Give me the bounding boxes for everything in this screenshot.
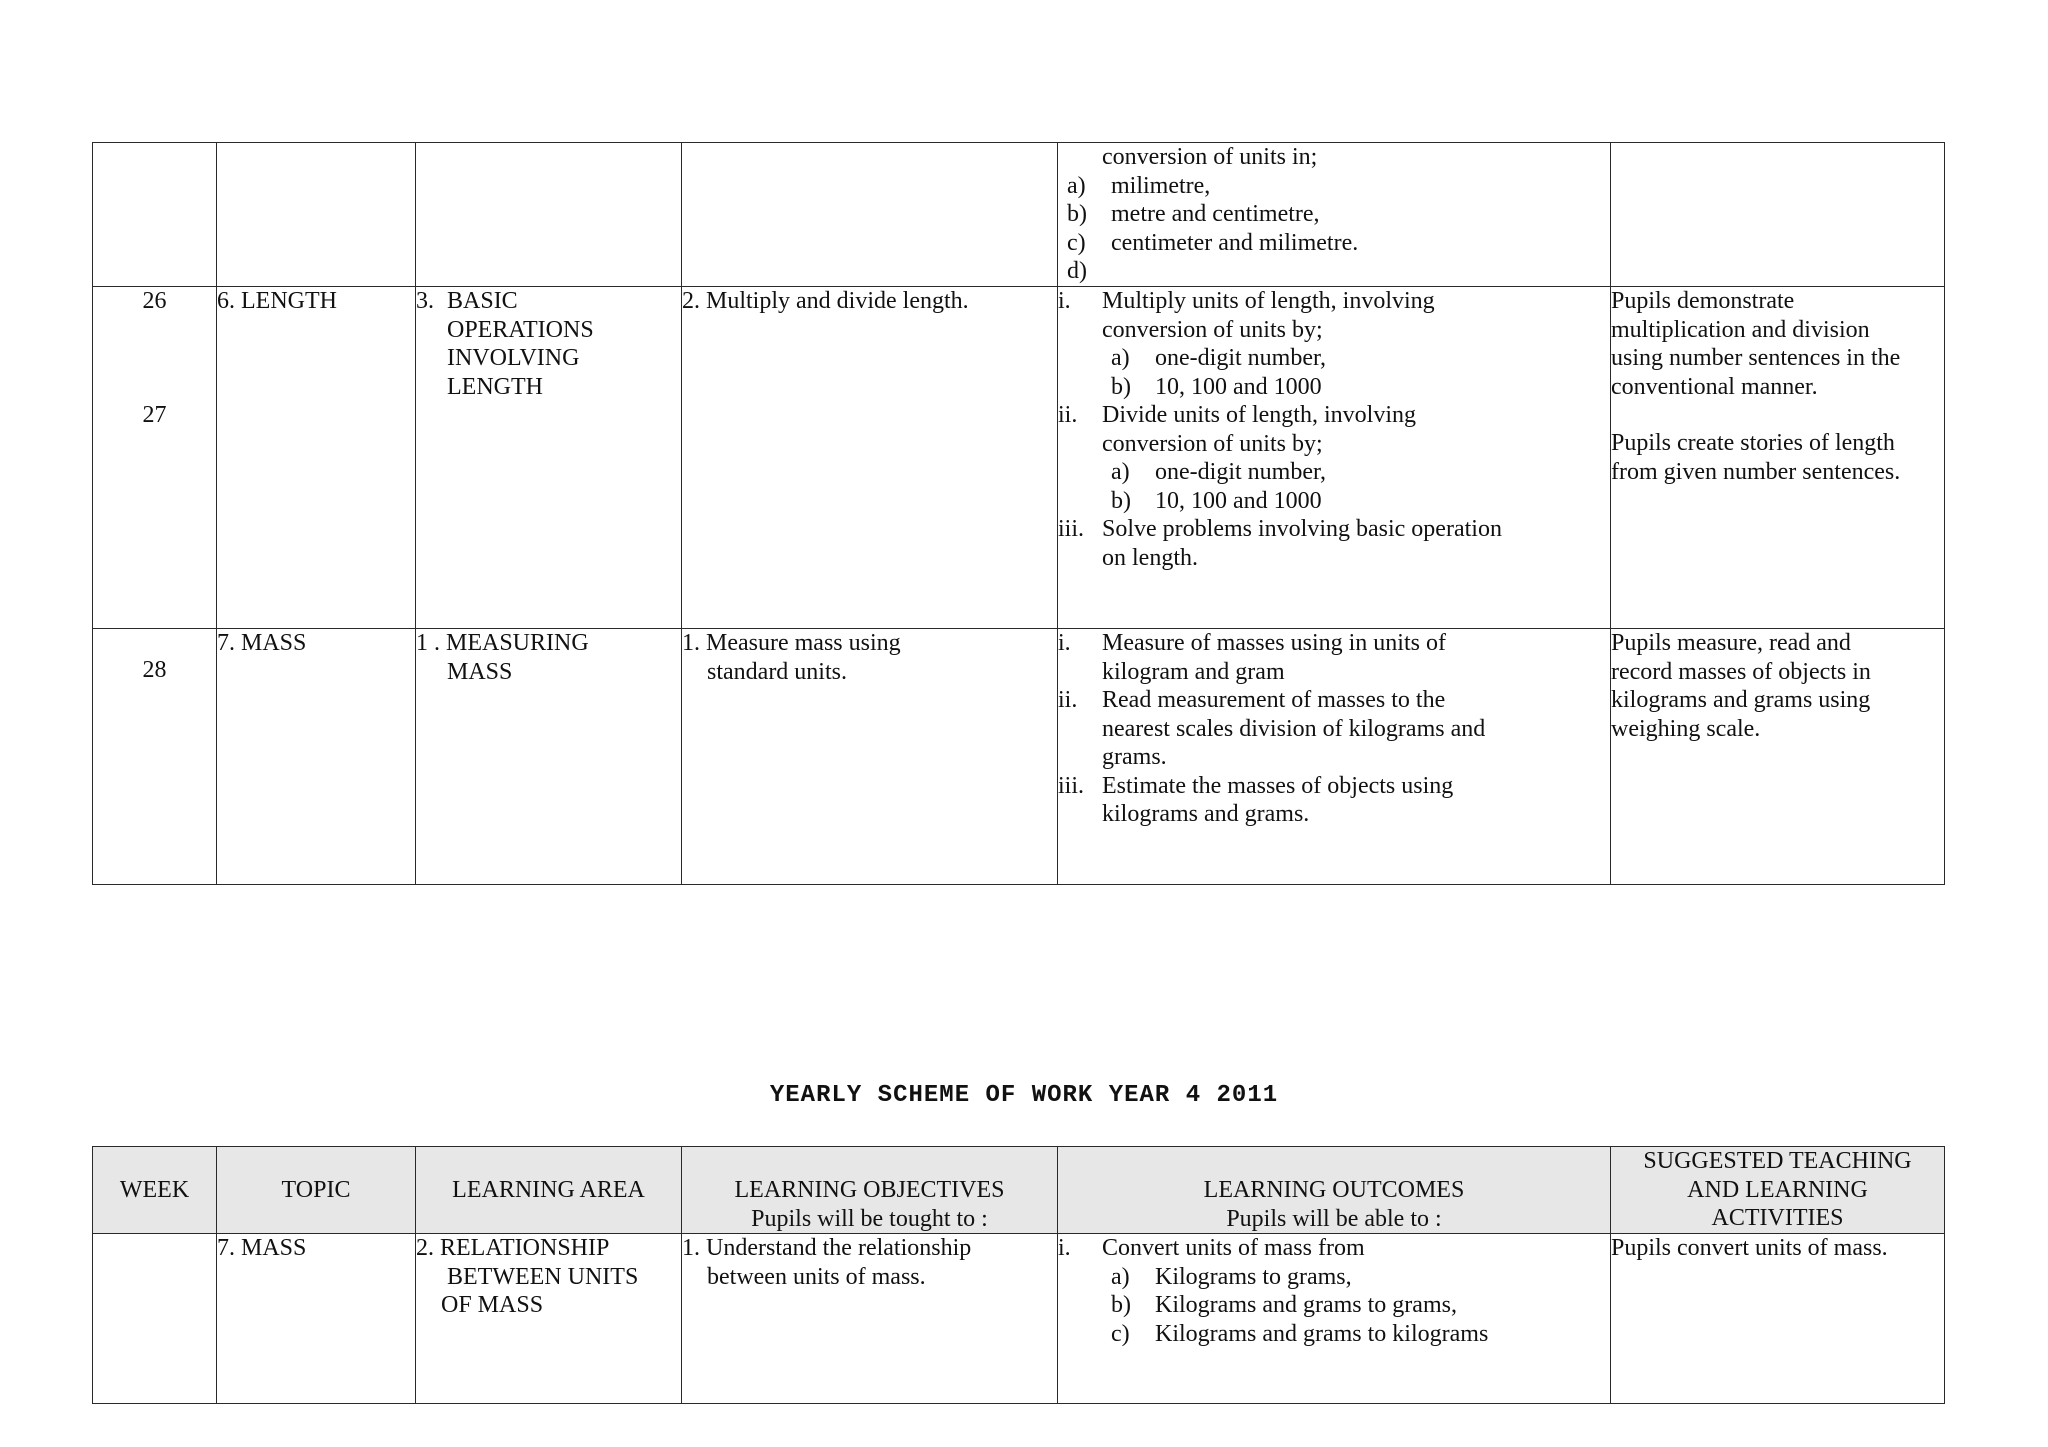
objective-line: 1. Measure mass using — [682, 630, 901, 656]
week-cell — [93, 287, 217, 629]
learning-objective-cell — [682, 1234, 1058, 1404]
area-line: OF MASS — [441, 1292, 544, 1318]
page-title: YEARLY SCHEME OF WORK YEAR 4 2011 — [769, 1082, 1279, 1109]
table-row — [93, 287, 1945, 629]
area-line: LENGTH — [447, 373, 543, 400]
activity-cell — [1611, 143, 1945, 287]
activity-text: Pupils demonstrate multiplication and division using number sentences in the conventional manner. — [1611, 288, 1901, 400]
activity-cell: Pupils measure, read and record masses of objects in kilograms and grams using weighing scale. — [1611, 629, 1945, 885]
outcome-subitem: b) Kilograms and grams to grams, — [1111, 1292, 1457, 1318]
learning-area-cell — [416, 143, 682, 287]
learning-area-cell — [416, 287, 682, 629]
area-line: BASIC — [447, 288, 518, 314]
area-line: INVOLVING — [447, 345, 580, 371]
topic-cell — [217, 143, 416, 287]
objective-line: between units of mass. — [707, 1263, 926, 1290]
outcome-subitem: a) one-digit number, — [1111, 459, 1326, 485]
outcome-subitem: b) metre and centimetre, — [1067, 201, 1320, 227]
outcome-line: conversion of units in; — [1102, 144, 1318, 170]
scheme-table-continued — [92, 142, 1945, 885]
outcome-subitem: c) Kilograms and grams to kilograms — [1111, 1320, 1489, 1347]
week-cell — [93, 629, 217, 885]
learning-outcome-cell — [1058, 143, 1611, 287]
outcome-item: ii. Divide units of length, involving conversion of units by; — [1058, 402, 1416, 457]
header-topic: TOPIC — [217, 1147, 416, 1234]
activity-text: Pupils create stories of length from given number sentences. — [1611, 430, 1901, 485]
area-line: 2. RELATIONSHIP — [416, 1235, 610, 1261]
header-learning-area: LEARNING AREA — [416, 1147, 682, 1234]
outcome-subitem: d) — [1067, 258, 1087, 284]
week-number: 28 — [142, 657, 167, 683]
learning-outcome-cell — [1058, 1234, 1611, 1404]
outcome-item: ii. Read measurement of masses to the nearest scales division of kilograms and grams. — [1058, 687, 1486, 770]
learning-objective-cell: 2. Multiply and divide length. — [682, 287, 1058, 629]
topic-cell: 7. MASS — [217, 629, 416, 885]
week-cell — [93, 1234, 217, 1404]
activity-cell: Pupils convert units of mass. — [1611, 1234, 1945, 1404]
outcome-subitem: a) one-digit number, — [1111, 345, 1326, 371]
area-line: OPERATIONS — [447, 316, 594, 343]
activity-cell — [1611, 287, 1945, 629]
scheme-table — [92, 1146, 1945, 1404]
learning-outcome-cell — [1058, 629, 1611, 885]
table-row — [93, 1234, 1945, 1404]
week-number: 26 — [142, 288, 167, 314]
outcome-subitem: a) Kilograms to grams, — [1111, 1263, 1352, 1290]
outcome-subitem: b) 10, 100 and 1000 — [1111, 487, 1322, 514]
week-cell — [93, 143, 217, 287]
outcome-subitem: b) 10, 100 and 1000 — [1111, 373, 1322, 400]
area-number: 3. — [416, 288, 434, 314]
topic-cell: 6. LENGTH — [217, 287, 416, 629]
learning-area-cell — [416, 629, 682, 885]
outcome-item: i. Multiply units of length, involving conversion of units by; — [1058, 288, 1435, 343]
outcome-subitem: c) centimeter and milimetre. — [1067, 229, 1359, 256]
learning-outcome-cell — [1058, 287, 1611, 629]
header-learning-outcomes: LEARNING OUTCOMES Pupils will be able to : — [1058, 1147, 1611, 1234]
week-number: 27 — [142, 401, 167, 428]
header-suggested-activities: SUGGESTED TEACHING AND LEARNING ACTIVITIES — [1611, 1147, 1945, 1234]
header-learning-objectives: LEARNING OBJECTIVES Pupils will be tought to : — [682, 1147, 1058, 1234]
area-line: MASS — [447, 658, 513, 685]
outcome-item: iii. Estimate the masses of objects using kilograms and grams. — [1058, 772, 1454, 827]
outcome-item: iii. Solve problems involving basic operation on length. — [1058, 516, 1502, 571]
outcome-item: i. Measure of masses using in units of kilogram and gram — [1058, 630, 1446, 685]
outcome-subitem: a) milimetre, — [1067, 172, 1211, 199]
header-week: WEEK — [93, 1147, 217, 1234]
outcome-item: i. Convert units of mass from — [1058, 1235, 1365, 1261]
table-row — [93, 629, 1945, 885]
objective-line: 1. Understand the relationship — [682, 1235, 972, 1261]
area-line: BETWEEN UNITS — [447, 1263, 639, 1290]
learning-objective-cell — [682, 629, 1058, 885]
learning-area-cell — [416, 1234, 682, 1404]
learning-objective-cell — [682, 143, 1058, 287]
objective-line: standard units. — [707, 658, 847, 685]
table-header-row — [93, 1147, 1945, 1234]
topic-cell: 7. MASS — [217, 1234, 416, 1404]
table-row — [93, 143, 1945, 287]
area-line: 1 . MEASURING — [416, 630, 589, 656]
